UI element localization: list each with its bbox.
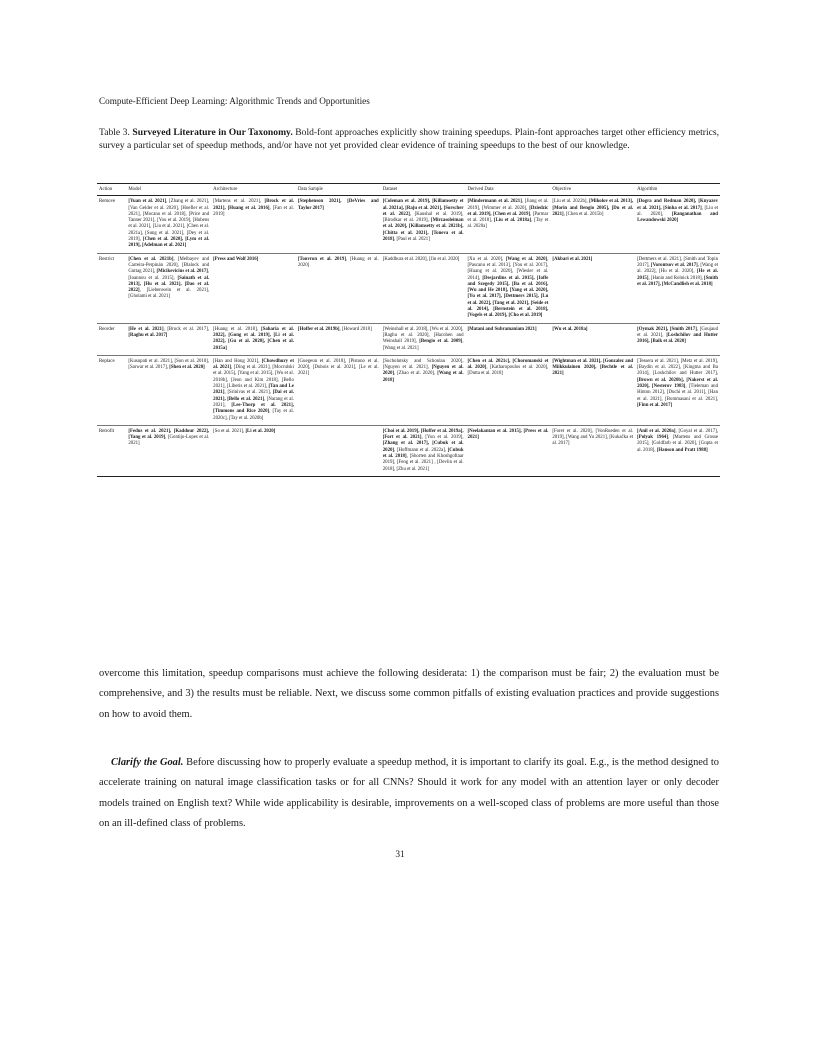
- citation-bold: [Wightman et al. 2021], [Gonzalez and Miikkulainen 2020], [Bechtle et al. 2021]: [552, 358, 634, 377]
- citation-plain: [Sucholutsky and Schonlau 2020], [Nguyen et al. 2021],: [382, 358, 464, 371]
- header-action: Action: [97, 184, 126, 196]
- citation-plain: [Tessera et al. 2021], [Metz et al. 2019], [Baydin et al. 2022], [Kingma and Ba 2014], [Loshchilov and Hutter 2017],: [637, 358, 718, 377]
- cell-model: [126, 425, 211, 476]
- citation-plain: [Guegeun et al. 2018], [Pistono et al. 2020], [Dubois et al. 2021], [Le et al. 2021]: [297, 358, 379, 377]
- citation-bold: [Chen et al. 2021c], [Choromanski et al. 2020]: [467, 358, 549, 371]
- table-header-row: [97, 184, 720, 196]
- cell-model: [126, 253, 211, 323]
- cell-architecture: [211, 323, 296, 355]
- citation-plain: , [Zhang et al. 2021], [Van Gelder et al. 2020], [Hoefler et al. 2021], [Mocanu et al. 2018], [Price and Tanner 2021], [You et al. 2019], [Hubens et al. 2021], [Liu et al. 2021], [Chen et al. 2021a], [Sung et al. 2021], [Dey et al. 2019],: [128, 199, 210, 243]
- citation-bold: [Finn et al. 2017]: [637, 402, 673, 408]
- citation-bold: [Bengio et al. 2009]: [419, 339, 463, 345]
- citation-bold: [He et al. 2021]: [128, 326, 164, 332]
- citation-bold: [Oymak 2021], [Smith 2017]: [637, 326, 697, 332]
- cell-objective: [550, 323, 635, 355]
- citation-bold: [Brock et al. 2021], [Huang et al. 2016]: [213, 199, 294, 211]
- cell-dataset: [381, 355, 466, 425]
- header-architecture: Architecture: [211, 184, 296, 196]
- citation-bold: [Wang et al. 2020]: [505, 256, 548, 262]
- citation-plain: , [Martens and Grosse 2015], [Goldfarb et al. 2020], [Gupta et al. 2018],: [637, 435, 719, 453]
- cell-dataset: [381, 323, 466, 355]
- cell-data-sample: [296, 323, 381, 355]
- cell-model: [126, 196, 211, 253]
- citation-plain: [So et al. 2021],: [213, 428, 246, 434]
- citation-bold: [Chen et al. 2020], [Lym et al. 2019], [Adelman et al. 2021]: [128, 237, 210, 249]
- citation-plain: , [Yun et al. 2019],: [421, 435, 464, 441]
- citation-plain: , [Kaushal et al. 2019], [Birodkar et al. 2019],: [382, 211, 464, 224]
- citation-plain: , [Wang et al. 2021]: [382, 339, 464, 351]
- citation-bold: [Dziedzic et al. 2019], [Chen et al. 2019]: [467, 205, 549, 217]
- citation-plain: , [Gontijo-Lopes et al. 2021]: [128, 435, 210, 447]
- cell-architecture: [211, 253, 296, 323]
- cell-derived-data: [466, 323, 551, 355]
- header-objective: Objective: [550, 184, 635, 196]
- citation-plain: , [Fan et al. 2019]: [213, 205, 294, 217]
- citation-plain: , [Tay et al. 2020a]: [467, 218, 549, 230]
- citation-plain: , [Howard 2018]: [339, 326, 372, 332]
- caption-text: Bold-font approaches explicitly show training speedups. Plain-font approaches target other efficiency metrics, survey a particular set of speedup methods, and/or have not yet provided clear evidence of training speedups to the best of our knowledge.: [99, 127, 720, 151]
- header-dataset: Dataset: [381, 184, 466, 196]
- cell-objective: [550, 425, 635, 476]
- citation-bold: [Touvron et al. 2019]: [297, 256, 346, 262]
- citation-plain: , [Hanin and Rolnick 2018],: [648, 275, 704, 281]
- citation-bold: [Wang et al. 2018]: [382, 371, 464, 383]
- citation-bold: [Micikevicius et al. 2017]: [156, 269, 208, 275]
- citation-plain: , [Ioannou et al. 2015],: [128, 269, 210, 281]
- citation-bold: [Desjardins et al. 2015], [Ioffe and Szegedy 2015], [Ba et al. 2016], [Wu and He 2018], [Yang et al. 2020], [Yu et al. 2017], [Dettmers 2015], [Lu et al. 2022], [Tang et al. 2021], [Seide et al. 2014], [Bernstein et al. 2018], [Vogels et al. 2019], [Cho et al. 2019]: [467, 275, 549, 319]
- table-row-retrofit: [97, 425, 720, 476]
- citation-bold: [Dai et al. 2021], [Bello et al. 2021]: [213, 390, 294, 402]
- citation-bold: [Mindermann et al. 2021]: [467, 199, 522, 205]
- citation-bold: [Choi et al. 2019], [Hoffer et al. 2019a], [Fort et al. 2021]: [382, 428, 464, 441]
- citation-bold: [Cubuk et al. 2018]: [382, 447, 464, 459]
- citation-plain: [Foret et al. 2020], [VonRueden et al. 2019], [Wang and Yu 2021], [Kukačka et al. 2017]: [552, 428, 634, 447]
- cell-data-sample: [296, 253, 381, 323]
- cell-architecture: [211, 425, 296, 476]
- citation-bold: [He et al. 2015]: [637, 269, 718, 281]
- citation-plain: , [Paul et al. 2021]: [394, 237, 430, 243]
- citation-bold: [Nguyen et al. 2020]: [382, 365, 464, 377]
- citation-plain: , [Huang et al. 2020]: [297, 256, 379, 268]
- citation-bold: [Dogra and Redman 2020], [Knyazev et al. 2021], [Sinha et al. 2017]: [637, 199, 718, 211]
- table-body: [97, 196, 720, 477]
- citation-plain: , [Ding et al. 2021], [Mocrulski et al. 2015], [Yang et al. 2015], [Wu et al. 2018b], [Jeon and Kim 2018], [Bello 2021], [Liberis et al. 2021],: [213, 365, 294, 390]
- citation-bold: [Stephenson 2021], [DeVries and Taylor 2017]: [297, 199, 379, 211]
- cell-objective: [550, 253, 635, 323]
- citation-plain: , [Zhao et al. 2020],: [394, 371, 438, 377]
- citation-plain: , [Goyal et al. 2017],: [675, 428, 719, 434]
- caption-label: Table 3.: [99, 127, 130, 138]
- citation-bold: [Ranganathan and Lewandowski 2020]: [637, 211, 718, 224]
- body-paragraph-2: [99, 753, 719, 834]
- citation-bold: [Liu et al. 2018a]: [493, 218, 532, 224]
- header-data-sample: Data Sample: [296, 184, 381, 196]
- table-row-reorder: [97, 323, 720, 355]
- cell-derived-data: [466, 196, 551, 253]
- citation-plain: , [Chen et al. 2015b]: [563, 211, 604, 217]
- citation-bold: [Hoffer et al. 2019b]: [297, 326, 340, 332]
- citation-bold: [Wu et al. 2018a]: [552, 326, 588, 332]
- citation-bold: [Chen et al. 2021b]: [128, 256, 174, 262]
- citation-bold: [Coleman et al. 2019], [Killamsetty et al. 2021a], [Raju et al. 2021], [Sorscher et al. 2022]: [382, 199, 464, 217]
- citation-bold: [Neelakantan et al. 2015], [Press et al. 2021]: [467, 428, 549, 441]
- cell-algorithm: [635, 355, 720, 425]
- caption-title: Surveyed Literature in Our Taxonomy.: [132, 127, 293, 138]
- citation-bold: [Vorontsov et al. 2017]: [651, 262, 698, 268]
- table-row-remove: [97, 196, 720, 253]
- citation-plain: [Xu et al. 2020],: [467, 256, 506, 262]
- row-action-label: Reorder: [97, 323, 126, 355]
- citation-plain: , [Melbayev and Carreira-Perpinán 2020], [Blalock and Guttag 2021],: [128, 256, 210, 275]
- citation-plain: [Dettmers et al. 2021], [Smith and Topin 2017],: [637, 256, 718, 268]
- citation-plain: , [Hoffmann et al. 2022a],: [394, 447, 448, 453]
- table-row-restrict: [97, 253, 720, 323]
- citation-bold: [Sainath et al. 2013], [Hu et al. 2021], [Dao et al. 2022]: [128, 275, 210, 294]
- body-paragraph-1: overcome this limitation, speedup comparisons must achieve the following desiderata: 1) the comparison must be fair; 2) the evaluation must be comprehensive, and 3) the results must be reliable. Next, we discuss some common pitfalls of existing evaluation practices and provide suggestions on how to avoid them.: [99, 668, 719, 720]
- row-action-label: Replace: [97, 355, 126, 425]
- citation-plain: [Liu et al. 2022b],: [552, 199, 590, 205]
- cell-data-sample: [296, 425, 381, 476]
- citation-bold: [Akbari et al. 2021]: [552, 256, 593, 262]
- citation-bold: [Brown et al. 2020b], [Nakerst et al. 2020], [Nesterov 1983]: [637, 377, 718, 390]
- citation-plain: , [Tay et al. 2020c], [Tay et al. 2020b]: [213, 409, 294, 421]
- cell-model: [126, 355, 211, 425]
- cell-objective: [550, 196, 635, 253]
- citation-bold: [Lee-Thorp et al. 2021], [Timmons and Rice 2020]: [213, 402, 294, 415]
- cell-derived-data: [466, 253, 551, 323]
- cell-architecture: [211, 196, 296, 253]
- cell-data-sample: [296, 355, 381, 425]
- citation-bold: [Loshchilov and Hutter 2016], [Baik et al. 2020]: [637, 332, 718, 345]
- citation-plain: , [Parmar et al. 2018],: [467, 211, 549, 224]
- cell-algorithm: [635, 425, 720, 476]
- citation-bold: [Press and Wolf 2016]: [213, 256, 259, 262]
- citation-bold: [Yuan et al. 2021]: [128, 199, 167, 205]
- surveyed-literature-table: [97, 183, 720, 477]
- citation-plain: , [Liu et al. 2020],: [637, 205, 718, 217]
- citation-plain: , [Katharopoulos et al. 2020], [Dutta et al. 2018]: [467, 365, 549, 377]
- cell-architecture: [211, 355, 296, 425]
- cell-dataset: [381, 196, 466, 253]
- cell-algorithm: [635, 253, 720, 323]
- row-action-label: Retrofit: [97, 425, 126, 476]
- citation-bold: [Shen et al. 2020]: [169, 365, 205, 371]
- table-row-replace: [97, 355, 720, 425]
- citation-bold: [Anil et al. 2020a]: [637, 428, 676, 434]
- citation-bold: [Tan and Le 2021]: [213, 384, 294, 396]
- cell-model: [126, 323, 211, 355]
- citation-bold: [Smith et al. 2017], [McCandlish et al. 2018]: [637, 275, 718, 287]
- citation-plain: [Han and Hong 2021],: [213, 358, 262, 364]
- citation-plain: , [Liebenwein et al. 2021], [Gholami et al. 2021]: [128, 288, 210, 300]
- citation-plain: , [Pascanu et al. 2013], [You et al. 2017], [Huang et al. 2020], [Wiesler et al. 2014],: [467, 256, 549, 281]
- citation-plain: , [Brock et al. 2017],: [163, 326, 210, 332]
- table-caption: [99, 126, 719, 152]
- citation-bold: [Polyak 1964]: [637, 435, 668, 441]
- citation-bold: [Raghu et al. 2017]: [128, 332, 168, 338]
- header-derived-data: Derived Data: [466, 184, 551, 196]
- cell-derived-data: [466, 425, 551, 476]
- row-action-label: Remove: [97, 196, 126, 253]
- citation-plain: [Weinshall et al. 2018], [Wu et al. 2020], [Raghu et al. 2020], [Hacohen and Weinshall 2019],: [382, 326, 464, 345]
- citation-plain: [Martens et al. 2021],: [213, 199, 265, 205]
- citation-bold: [Zhang et al. 2017], [Cubuk et al. 2020]: [382, 441, 464, 453]
- citation-plain: [Huang et al. 2018],: [213, 326, 262, 332]
- cell-algorithm: [635, 323, 720, 355]
- page-number: 31: [395, 850, 405, 860]
- citation-plain: , [Narang et al. 2021],: [213, 396, 294, 408]
- citation-bold: [Hanson and Pratt 1988]: [656, 447, 708, 453]
- citation-plain: , [Shorten and Khoshgoftaar 2019], [Feng et al. 2021] , [Devlin et al. 2018], [Zhu et al. 2021]: [382, 453, 464, 472]
- citation-plain: , [Goujaud et al. 2021],: [637, 326, 718, 338]
- citation-bold: [Matani and Subramaniam 2021]: [467, 326, 537, 332]
- paragraph-2-text: Before discussing how to properly evaluate a speedup method, it is important to clarify its goal. E.g., is the method designed to accelerate training on natural image classification tasks or for all CNNs? Should it work for any model with an attention layer or only decoder models trained on English text? While wide applicability is desirable, improvements on a well-scoped class of problems are more useful than those on an ill-defined class of problems.: [99, 757, 719, 829]
- row-action-label: Restrict: [97, 253, 126, 323]
- citation-bold: [Mirzasoleiman et al. 2020], [Killamsetty et al. 2021b], [Chitta et al. 2021], [Toneva et al. 2018]: [382, 218, 464, 243]
- citation-plain: , [Tieleman and Hinton 2012], [Duchi et al. 2011], [Han et al. 2021], [Bommasani et al. 2021],: [637, 384, 718, 402]
- cell-data-sample: [296, 196, 381, 253]
- paragraph-runin-heading: Clarify the Goal.: [111, 757, 184, 768]
- citation-plain: , [Wang et al. 2022], [Hu et al. 2020],: [637, 262, 718, 275]
- header-algorithm: Algorithm: [635, 184, 720, 196]
- citation-bold: [Saharia et al. 2022], [Gong et al. 2019], [Li et al. 2022], [Gu et al. 2020], [Chen et al. 2015a]: [213, 326, 294, 351]
- citation-plain: , [Srinivas et al. 2021],: [224, 390, 273, 396]
- citation-bold: [Chowdhury et al. 2021]: [213, 358, 294, 371]
- header-model: Model: [126, 184, 211, 196]
- running-head: Compute-Efficient Deep Learning: Algorithmic Trends and Opportunities: [99, 96, 370, 106]
- cell-algorithm: [635, 196, 720, 253]
- citation-bold: [Mikolov et al. 2013], [Morin and Bengio 2005], [Du et al. 2021]: [552, 199, 634, 217]
- cell-derived-data: [466, 355, 551, 425]
- citation-plain: [Kaddhura et al. 2020], [Jin et al. 2020]: [382, 256, 460, 262]
- citation-plain: , [Jiang et al. 2019], [Wimmer et al. 2020],: [467, 199, 549, 211]
- citation-bold: [Fedus et al. 2021], [Kaddour 2022], [Yang et al. 2019]: [128, 428, 210, 441]
- citation-bold: [Li et al. 2020]: [245, 428, 276, 434]
- cell-dataset: [381, 253, 466, 323]
- cell-objective: [550, 355, 635, 425]
- citation-plain: [Kusupati et al. 2021], [Son et al. 2018], [Sarwar et al. 2017],: [128, 358, 210, 371]
- cell-dataset: [381, 425, 466, 476]
